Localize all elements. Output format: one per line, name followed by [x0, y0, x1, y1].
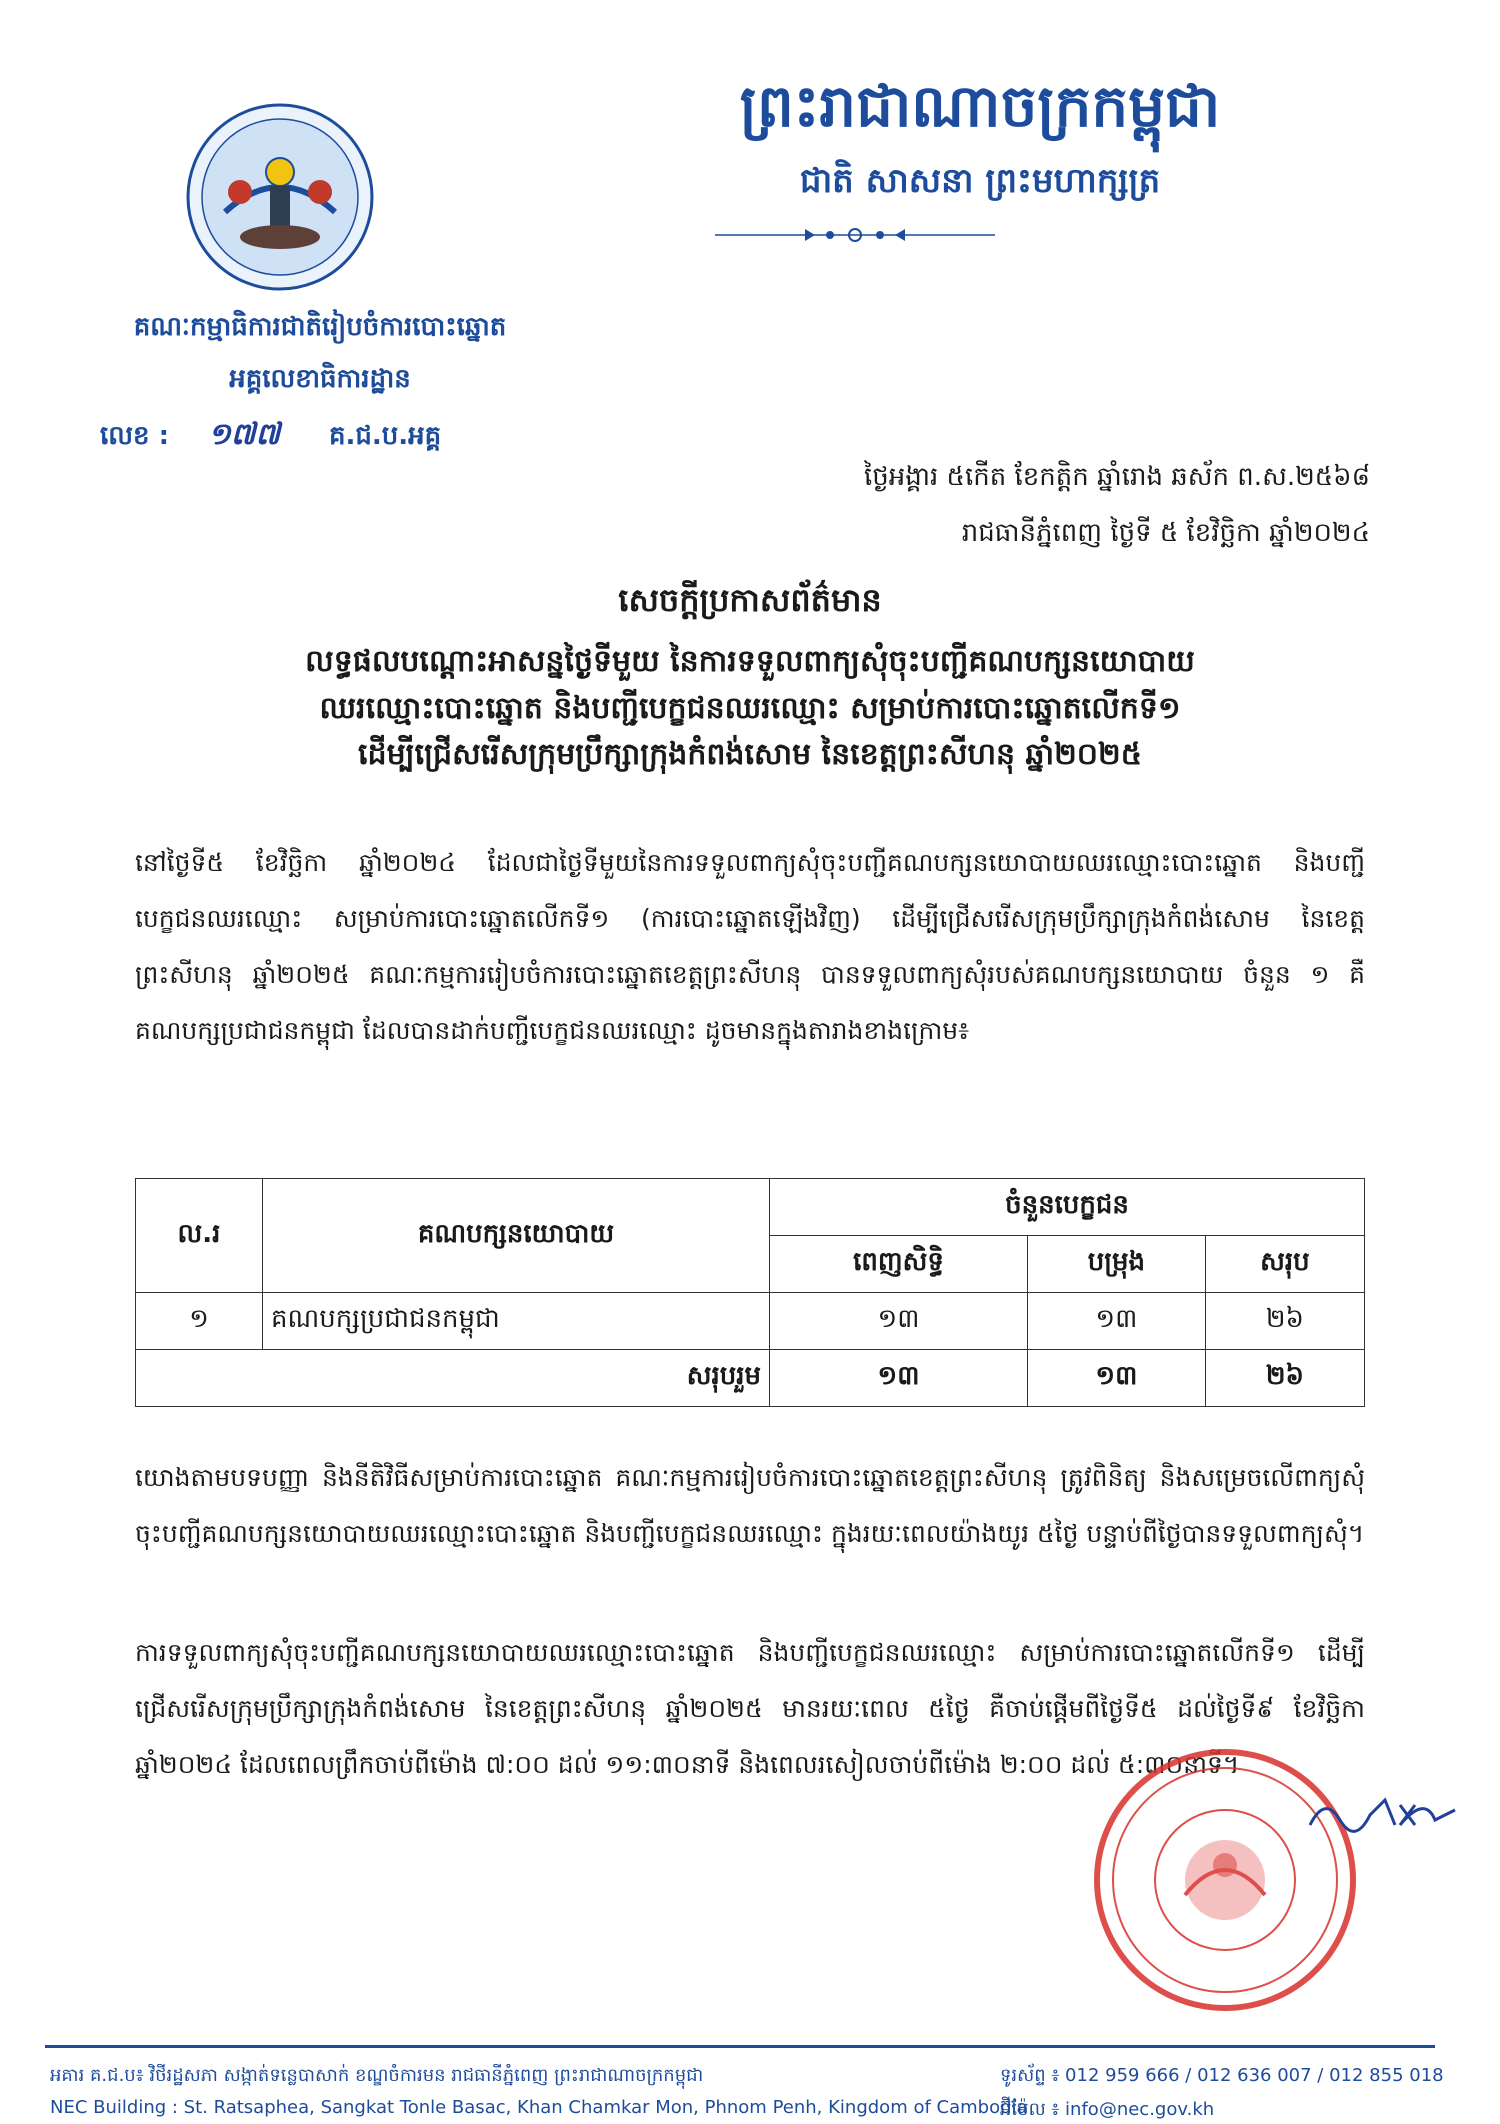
paragraph-procedure: យោងតាមបទបញ្ញា និងនីតិវិធីសម្រាប់ការបោះឆ្នោត គណៈកម្មការរៀបចំការបោះឆ្នោតខេត្តព្រះសីហនុ ត្រូវពិនិត្យ និងសម្រេចលើពាក្យសុំចុះបញ្ជីគណបក្សនយោបាយឈរឈ្មោះបោះឆ្នោត និងបញ្ជីបេក្ខជនឈរឈ្មោះ ក្នុងរយៈពេលយ៉ាងយូរ ៥ថ្ងៃ បន្ទាប់ពីថ្ងៃបានទទួលពាក្យសុំ។: [135, 1463, 1365, 1548]
title-line-1: លទ្ធផលបណ្តោះអាសន្នថ្ងៃទីមួយ នៃការទទួលពាក្យសុំចុះបញ្ជីគណបក្សនយោបាយ: [305, 644, 1195, 679]
sum-official: ១៣: [770, 1350, 1028, 1407]
secretariat-name: អគ្គលេខាធិការដ្ឋាន: [229, 364, 411, 394]
row-party: គណបក្សប្រជាជនកម្ពុជា: [263, 1293, 770, 1350]
reference-line: [100, 415, 441, 459]
header-official: ពេញសិទ្ធិ: [770, 1236, 1028, 1293]
signature: [1305, 1785, 1465, 1845]
header-total: សរុប: [1205, 1236, 1364, 1293]
lunar-date: ថ្ងៃអង្គារ ៥កើត ខែកត្តិក ឆ្នាំរោង ឆស័ក ព.ស.២៥៦៨: [864, 462, 1370, 492]
footer-address-en: NEC Building : St. Ratsaphea, Sangkat Tonle Basac, Khan Chamkar Mon, Phnom Penh, Kingdom of Cambodia: [50, 2097, 1028, 2118]
national-motto: ជាតិ សាសនា ព្រះមហាក្សត្រ: [799, 161, 1161, 201]
footer-divider: [45, 2045, 1435, 2048]
reference-code: គ.ជ.ប.អគ្គ: [329, 421, 442, 451]
row-total: ២៦: [1205, 1293, 1364, 1350]
organization-block: [60, 310, 580, 400]
title-line-2: ឈរឈ្មោះបោះឆ្នោត និងបញ្ជីបេក្ខជនឈរឈ្មោះ សម្រាប់ការបោះឆ្នោតលើកទី១: [319, 690, 1181, 726]
reference-label: លេខ :: [100, 421, 169, 451]
table-row: [136, 1293, 1365, 1350]
header-candidates: ចំនួនបេក្ខជន: [770, 1179, 1365, 1236]
row-no: ១: [136, 1293, 263, 1350]
row-official: ១៣: [770, 1293, 1028, 1350]
table-header-row: [136, 1179, 1365, 1236]
header-reserve: បម្រុង: [1028, 1236, 1206, 1293]
header-party: គណបក្សនយោបាយ: [263, 1179, 770, 1293]
table-sum-row: [136, 1350, 1365, 1407]
paragraph-schedule: ការទទួលពាក្យសុំចុះបញ្ជីគណបក្សនយោបាយឈរឈ្មោះបោះឆ្នោត និងបញ្ជីបេក្ខជនឈរឈ្មោះ សម្រាប់ការបោះឆ្នោតលើកទី១ ដើម្បីជ្រើសរើសក្រុមប្រឹក្សាក្រុងកំពង់សោម នៃខេត្តព្រះសីហនុ ឆ្នាំ២០២៥ មានរយៈពេល ៥ថ្ងៃ គឺចាប់ផ្តើមពីថ្ងៃទី៥ ដល់ថ្ងៃទី៩ ខែវិច្ឆិកា ឆ្នាំ២០២៤ ដែលពេលព្រឹកចាប់ពីម៉ោង ៧:០០ ដល់ ១១:៣០នាទី និងពេលរសៀលចាប់ពីម៉ោង ២:០០ ដល់ ៥:៣០នាទី។: [135, 1638, 1365, 1779]
kingdom-title: ព្រះរាជាណាចក្រកម្ពុជា: [739, 72, 1221, 140]
kingdom-header: [0, 70, 1500, 209]
paragraph-intro: នៅថ្ងៃទី៥ ខែវិច្ឆិកា ឆ្នាំ២០២៤ ដែលជាថ្ងៃទីមួយនៃការទទួលពាក្យសុំចុះបញ្ជីគណបក្សនយោបាយឈរឈ្មោះបោះឆ្នោត និងបញ្ជីបេក្ខជនឈរឈ្មោះ សម្រាប់ការបោះឆ្នោតលើកទី១ (ការបោះឆ្នោតឡើងវិញ) ដើម្បីជ្រើសរើសក្រុមប្រឹក្សាក្រុងកំពង់សោម នៃខេត្តព្រះសីហនុ ឆ្នាំ២០២៥ គណៈកម្មការរៀបចំការបោះឆ្នោតខេត្តព្រះសីហនុ បានទទួលពាក្យសុំរបស់គណបក្សនយោបាយ ចំនួន ១ គឺ គណបក្សប្រជាជនកម្ពុជា ដែលបានដាក់បញ្ជីបេក្ខជនឈរឈ្មោះ ដូចមានក្នុងតារាងខាងក្រោម៖: [135, 848, 1365, 1045]
title-line-3: ដើម្បីជ្រើសរើសក្រុមប្រឹក្សាក្រុងកំពង់សោម នៃខេត្តព្រះសីហនុ ឆ្នាំ២០២៥: [358, 737, 1142, 772]
reference-number: ១៧៧: [208, 417, 280, 452]
footer-address-kh: អគារ គ.ជ.ប៖ វិថីរដ្ឋសភា សង្កាត់ទន្លេបាសាក់ ខណ្ឌចំការមន រាជធានីភ្នំពេញ ព្រះរាជាណាចក្រកម្ពុជា: [50, 2065, 704, 2086]
footer-phone: ទូរស័ព្ទ ៖ 012 959 666 / 012 636 007 / 012 855 018: [1000, 2065, 1444, 2086]
ornament-divider: [705, 225, 1005, 245]
solar-date: រាជធានីភ្នំពេញ ថ្ងៃទី ៥ ខែវិច្ឆិកា ឆ្នាំ២០២៤: [961, 518, 1370, 548]
sum-label: សរុបរួម: [136, 1350, 770, 1407]
footer-email: អ៊ីម៉ែល ៖ info@nec.gov.kh: [1000, 2099, 1215, 2120]
candidates-table: [135, 1178, 1365, 1407]
sum-reserve: ១៣: [1028, 1350, 1206, 1407]
announcement-title: [0, 580, 1500, 779]
organization-name: គណៈកម្មាធិការជាតិរៀបចំការបោះឆ្នោត: [133, 312, 507, 342]
header-no: ល.រ: [136, 1179, 263, 1293]
sum-total: ២៦: [1205, 1350, 1364, 1407]
date-block: [864, 460, 1370, 572]
row-reserve: ១៣: [1028, 1293, 1206, 1350]
title-main: សេចក្តីប្រកាសព័ត៌មាន: [618, 581, 882, 619]
